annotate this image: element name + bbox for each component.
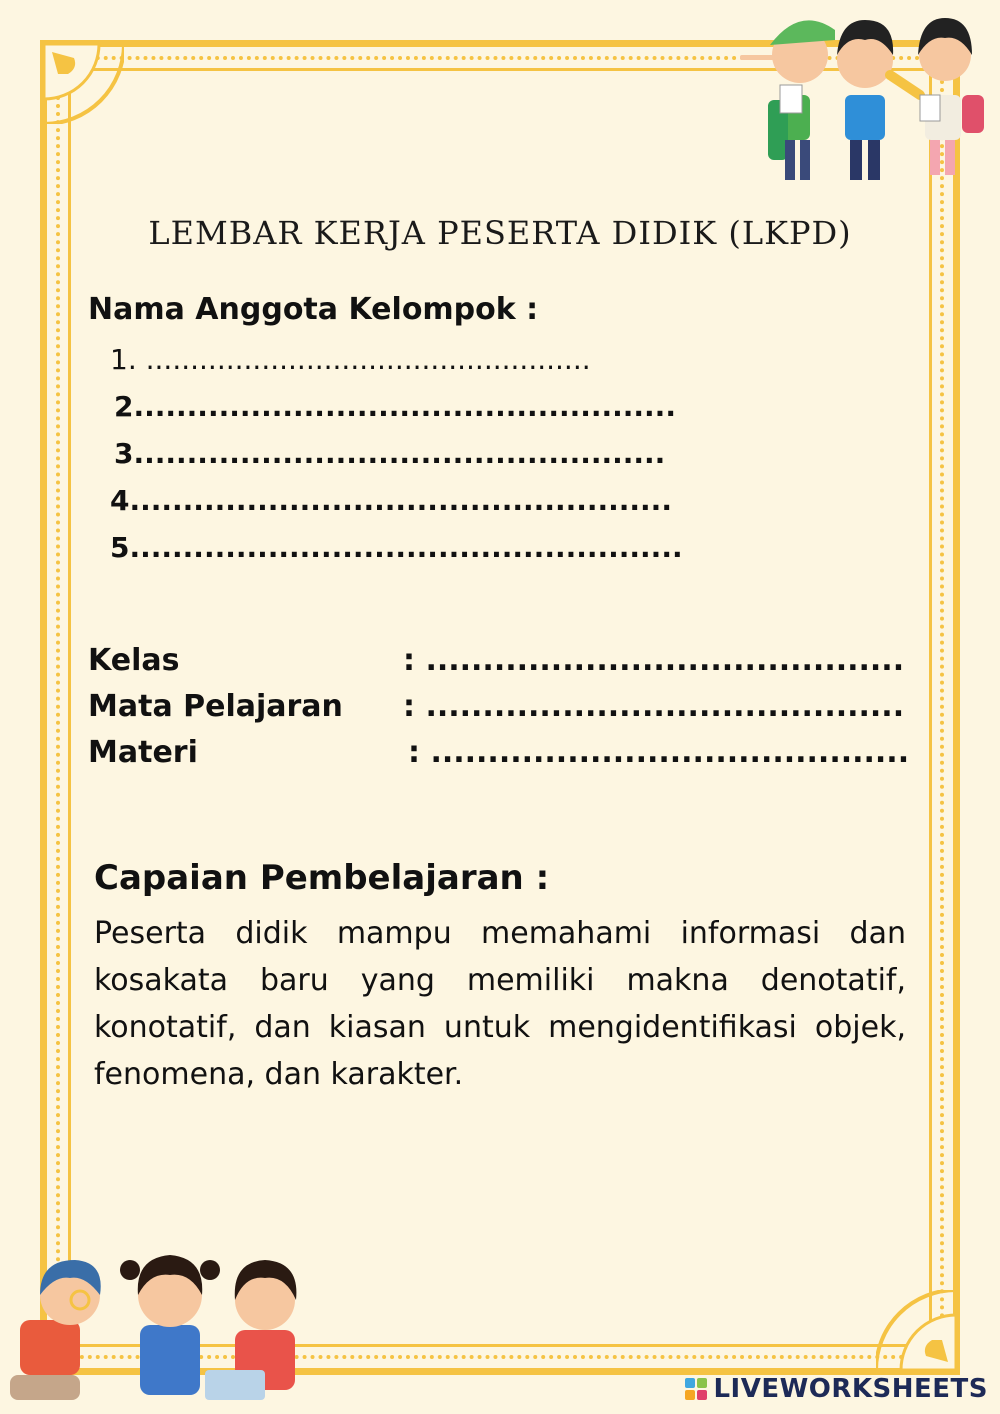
- member-line[interactable]: 2...................................................: [114, 390, 676, 423]
- member-line[interactable]: 4...................................................: [110, 484, 672, 517]
- kelas-field[interactable]: : ..........................................: [403, 643, 905, 678]
- corner-ornament-icon: [876, 1290, 956, 1370]
- materi-field[interactable]: : ..........................................: [408, 735, 910, 770]
- brand-label: LIVEWORKSHEETS: [713, 1374, 988, 1404]
- kids-pointing-illustration: [740, 0, 1000, 185]
- corner-ornament-icon: [44, 44, 124, 124]
- liveworksheets-brand[interactable]: [685, 1372, 988, 1406]
- capaian-heading: Capaian Pembelajaran :: [94, 858, 550, 898]
- materi-row: [88, 732, 909, 778]
- kelas-label: Kelas: [88, 643, 180, 678]
- page-title: LEMBAR KERJA PESERTA DIDIK (LKPD): [148, 214, 852, 252]
- materi-label: Materi: [88, 735, 198, 770]
- class-info: [88, 640, 909, 778]
- member-line[interactable]: 3..................................................: [114, 437, 666, 470]
- liveworksheets-logo-icon: [685, 1378, 707, 1400]
- capaian-text: Peserta didik mampu memahami informasi dan kosakata baru yang memiliki makna denotatif, konotatif, dan kiasan untuk mengidentifikasi objek, fenomena, dan karakter.: [94, 916, 906, 1092]
- member-line[interactable]: 1. ..................................................: [110, 343, 591, 376]
- members-list: [110, 340, 683, 575]
- member-line[interactable]: 5....................................................: [110, 531, 683, 564]
- mapel-row: [88, 686, 909, 732]
- mapel-label: Mata Pelajaran: [88, 689, 343, 724]
- kids-playing-illustration: [0, 1240, 330, 1414]
- kelas-row: [88, 640, 909, 686]
- members-heading: Nama Anggota Kelompok :: [88, 292, 539, 327]
- mapel-field[interactable]: : ..........................................: [403, 689, 905, 724]
